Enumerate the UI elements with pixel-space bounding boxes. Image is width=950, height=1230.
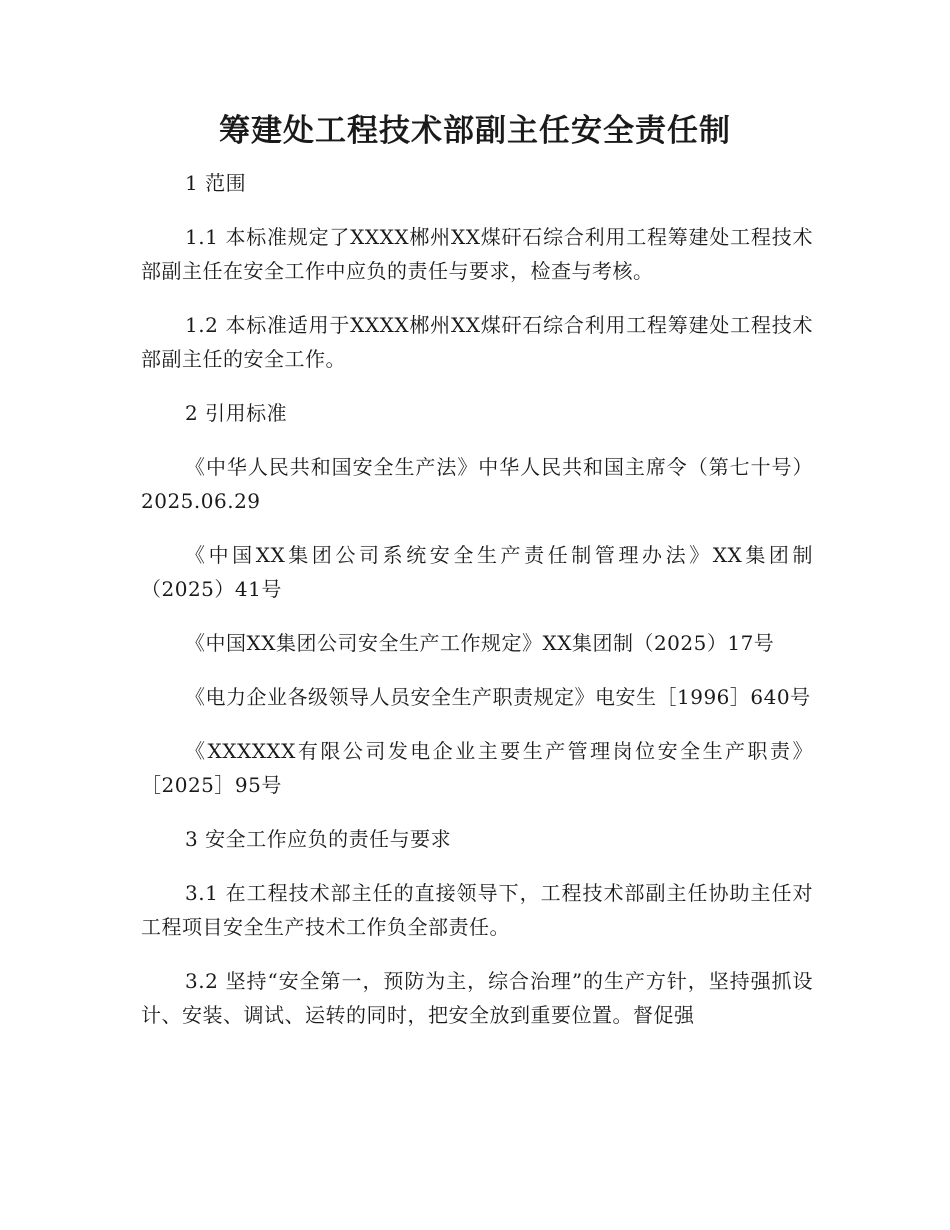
reference-item: 《中华人民共和国安全生产法》中华人民共和国主席令（第七十号）2025.06.29 [141,455,813,513]
section-heading-responsibilities: 3 安全工作应负的责任与要求 [185,827,452,851]
paragraph-1-1: 1.1 本标准规定了XXXX郴州XX煤矸石综合利用工程筹建处工程技术部副主任在安全工作中应负的责任与要求，检查与考核。 [141,225,813,283]
reference-item: 《XXXXXX有限公司发电企业主要生产管理岗位安全生产职责》［2025］95号 [141,739,813,797]
document-body [141,166,813,1052]
paragraph-3-2: 3.2 坚持“安全第一，预防为主，综合治理”的生产方针，坚持强抓设计、安装、调试、运转的同时，把安全放到重要位置。督促强 [141,969,813,1027]
paragraph-3-1: 3.1 在工程技术部主任的直接领导下，工程技术部副主任协助主任对工程项目安全生产技术工作负全部责任。 [141,881,813,939]
section-heading-references: 2 引用标准 [185,401,288,425]
paragraph-1-2: 1.2 本标准适用于XXXX郴州XX煤矸石综合利用工程筹建处工程技术部副主任的安全工作。 [141,313,813,371]
reference-item: 《电力企业各级领导人员安全生产职责规定》电安生［1996］640号 [185,685,811,709]
section-heading-scope: 1 范围 [185,171,247,195]
reference-item: 《中国XX集团公司安全生产工作规定》XX集团制（2025）17号 [185,631,775,655]
reference-item: 《中国XX集团公司系统安全生产责任制管理办法》XX集团制（2025）41号 [141,543,813,601]
document-title: 筹建处工程技术部副主任安全责任制 [219,113,731,149]
